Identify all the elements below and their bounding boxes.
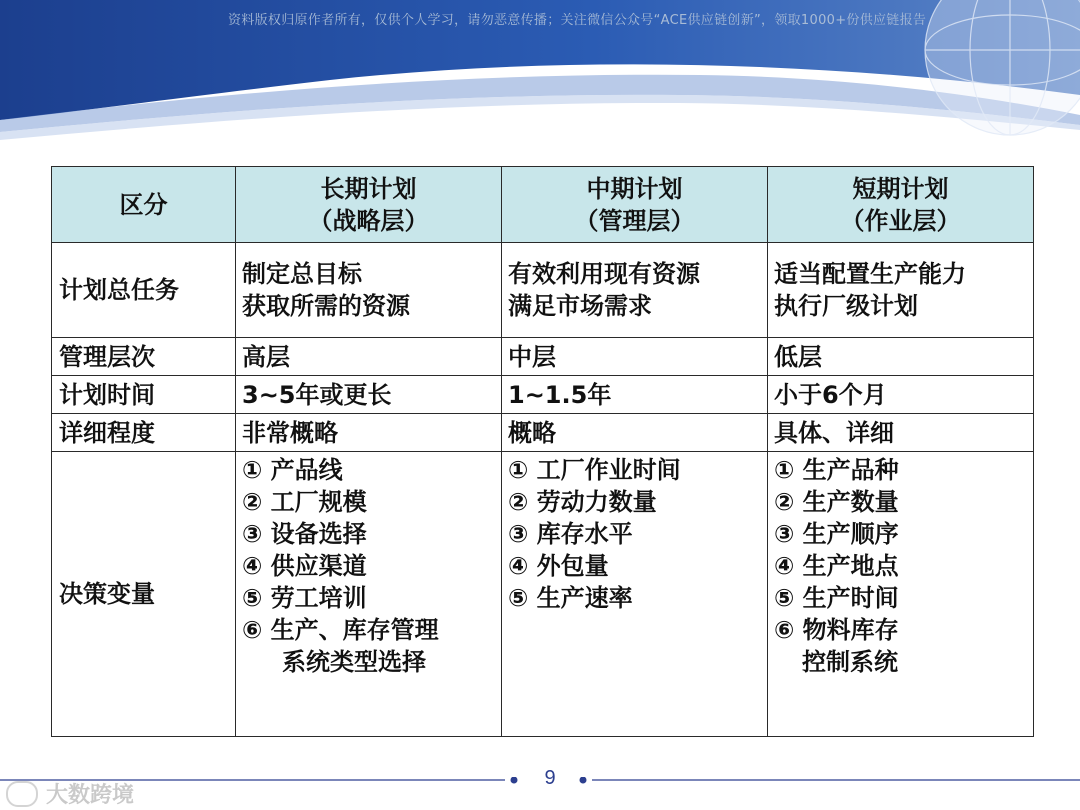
header-mid-term-title: 中期计划 bbox=[586, 174, 683, 203]
cell-line: ③ 库存水平 bbox=[508, 520, 633, 548]
row-label: 详细程度 bbox=[52, 414, 236, 452]
header-category-label: 区分 bbox=[119, 190, 168, 219]
table-cell: 具体、详细 bbox=[768, 414, 1034, 452]
logo-text: 大数跨境 bbox=[46, 783, 135, 808]
planning-comparison-table bbox=[51, 166, 1034, 737]
row-label: 决策变量 bbox=[52, 452, 236, 737]
cell-line: ④ 生产地点 bbox=[774, 552, 899, 580]
cell-line: ③ 生产顺序 bbox=[774, 520, 899, 548]
header-short-term-subtitle: （作业层） bbox=[840, 206, 961, 235]
cell-line: ④ 外包量 bbox=[508, 552, 609, 580]
cell-line: 获取所需的资源 bbox=[242, 292, 410, 320]
header-long-term-title: 长期计划 bbox=[320, 174, 417, 203]
cell-line: ③ 设备选择 bbox=[242, 520, 367, 548]
cell-line: 控制系统 bbox=[802, 648, 898, 676]
cell-line: ① 产品线 bbox=[242, 456, 343, 484]
table-cell bbox=[768, 452, 1034, 737]
table-cell bbox=[502, 243, 768, 338]
row-label: 管理层次 bbox=[52, 338, 236, 376]
header-short-term bbox=[768, 167, 1034, 243]
table-cell: 1~1.5年 bbox=[502, 376, 768, 414]
header-long-term bbox=[236, 167, 502, 243]
table-row bbox=[52, 243, 1034, 338]
cell-line: 适当配置生产能力 bbox=[774, 260, 966, 288]
header-long-term-subtitle: （战略层） bbox=[308, 206, 429, 235]
cell-line: ② 工厂规模 bbox=[242, 488, 367, 516]
table-row bbox=[52, 452, 1034, 737]
table-cell: 3~5年或更长 bbox=[236, 376, 502, 414]
header-category bbox=[52, 167, 236, 243]
cell-line: ⑤ 生产速率 bbox=[508, 584, 633, 612]
table-cell: 高层 bbox=[236, 338, 502, 376]
cell-line: ① 生产品种 bbox=[774, 456, 899, 484]
cell-line: ⑤ 劳工培训 bbox=[242, 584, 367, 612]
cell-line: ② 劳动力数量 bbox=[508, 488, 657, 516]
table-cell bbox=[768, 243, 1034, 338]
table-cell bbox=[236, 243, 502, 338]
cell-line: ① 工厂作业时间 bbox=[508, 456, 681, 484]
table-cell: 非常概略 bbox=[236, 414, 502, 452]
table-cell bbox=[236, 452, 502, 737]
header-mid-term bbox=[502, 167, 768, 243]
cell-line: ④ 供应渠道 bbox=[242, 552, 367, 580]
row-label: 计划总任务 bbox=[52, 243, 236, 338]
table-cell bbox=[502, 452, 768, 737]
table-cell: 低层 bbox=[768, 338, 1034, 376]
table-cell: 概略 bbox=[502, 414, 768, 452]
cell-line: 系统类型选择 bbox=[282, 648, 426, 676]
logo-icon bbox=[6, 781, 38, 807]
table-cell: 中层 bbox=[502, 338, 768, 376]
row-label: 计划时间 bbox=[52, 376, 236, 414]
header-row bbox=[52, 167, 1034, 243]
table-row bbox=[52, 414, 1034, 452]
cell-line: 有效利用现有资源 bbox=[508, 260, 700, 288]
header-short-term-title: 短期计划 bbox=[852, 174, 949, 203]
top-banner bbox=[0, 0, 1080, 150]
header-mid-term-subtitle: （管理层） bbox=[574, 206, 695, 235]
cell-line: ⑥ 物料库存 bbox=[774, 616, 899, 644]
page-number: 9 bbox=[544, 767, 556, 789]
cell-line: ⑤ 生产时间 bbox=[774, 584, 899, 612]
cell-line: ⑥ 生产、库存管理 bbox=[242, 616, 439, 644]
cell-line: ② 生产数量 bbox=[774, 488, 899, 516]
table-cell: 小于6个月 bbox=[768, 376, 1034, 414]
cell-line: 执行厂级计划 bbox=[774, 292, 918, 320]
brand-logo bbox=[6, 778, 134, 809]
table-row bbox=[52, 338, 1034, 376]
cell-line: 制定总目标 bbox=[242, 260, 362, 288]
cell-line: 满足市场需求 bbox=[508, 292, 652, 320]
table-row bbox=[52, 376, 1034, 414]
watermark-text: 资料版权归原作者所有，仅供个人学习，请勿恶意传播；关注微信公众号“ACE供应链创新”，领取1000+份供应链报告 bbox=[228, 13, 927, 28]
